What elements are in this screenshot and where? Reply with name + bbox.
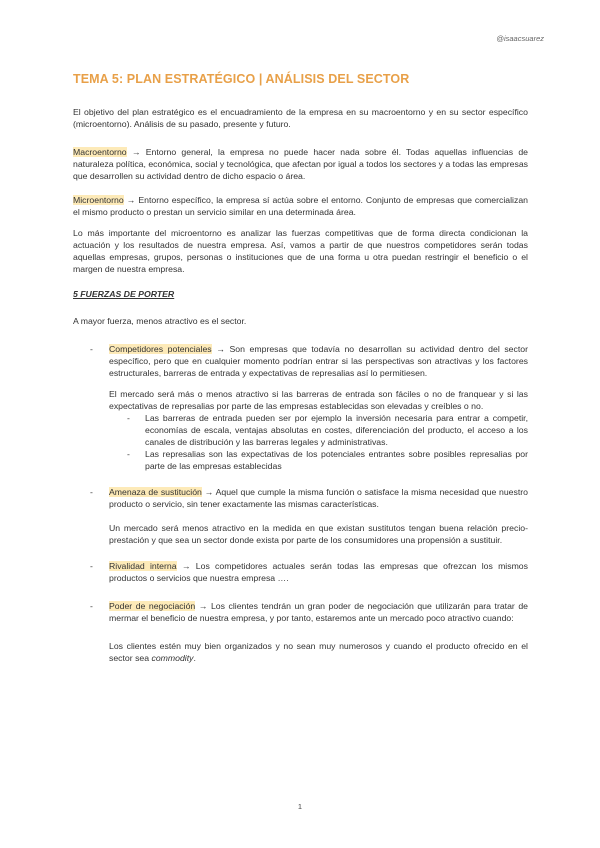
page-title: TEMA 5: PLAN ESTRATÉGICO | ANÁLISIS DEL SECTOR <box>73 72 410 86</box>
author-handle: @isaacsuarez <box>496 34 544 43</box>
force-detail: El mercado será más o menos atractivo si las barreras de entrada son fáciles o no de franquear y si las expectativas de represalias por parte de las empresas establecidas son elevadas y creíbles o no. <box>109 389 528 411</box>
list-dash: - <box>127 449 130 459</box>
macroentorno-term: Macroentorno <box>73 147 127 157</box>
force-description <box>109 343 528 379</box>
commodity-term: commodity <box>151 653 194 663</box>
force-detail: Un mercado será menos atractivo en la medida en que existan sustitutos tengan buena relación precio-prestación y que sea un sector donde exista por parte de los consumidores una propensión a sustituir. <box>109 523 528 545</box>
intro-paragraph: El objetivo del plan estratégico es el encuadramiento de la empresa en su macroentorno y en su sector específico (microentorno). Análisis de su pasado, presente y futuro. <box>73 107 528 129</box>
attraction-paragraph: A mayor fuerza, menos atractivo es el sector. <box>73 316 247 326</box>
force-description <box>109 600 528 624</box>
force-text: → Son empresas que todavía no desarrollan su actividad dentro del sector específico, pero que en cualquier momento podrían entrar si las perspectivas son atractivas y los factores estructurales, barreras de entrada y expectativas de represalias así lo permitiesen. <box>109 344 528 378</box>
document-body <box>73 72 528 664</box>
force-text: → Los clientes tendrán un gran poder de negociación que utilizarán para tratar de mermar el beneficio de nuestra empresa, y por tanto, estaremos ante un mercado poco atractivo cuando: <box>109 601 528 623</box>
list-dash: - <box>90 601 93 611</box>
list-dash: - <box>127 413 130 423</box>
sub-item-represalias <box>109 448 528 472</box>
force-term: Competidores potenciales <box>109 344 212 354</box>
list-dash: - <box>90 561 93 571</box>
sub-item-barreras <box>109 412 528 448</box>
detail-text: Los clientes estén muy bien organizados y no sean muy numerosos y cuando el producto ofrecido en el sector sea <box>109 641 528 663</box>
force-item-negociacion <box>73 600 528 664</box>
force-term: Poder de negociación <box>109 601 196 611</box>
microentorno-paragraph <box>73 194 528 218</box>
macroentorno-text: → Entorno general, la empresa no puede hacer nada sobre él. Todas aquellas influencias de naturaleza política, económica, social y tecnológica, que afectan por igual a todos los sectores y a todas las empresas que desarrollen su actividad dentro de dicho espacio o área. <box>73 147 528 181</box>
microentorno-term: Microentorno <box>73 195 124 205</box>
list-dash: - <box>90 487 93 497</box>
section-heading: 5 FUERZAS DE PORTER <box>73 289 175 299</box>
page-number: 1 <box>297 802 303 811</box>
force-detail <box>109 640 528 664</box>
force-description <box>109 560 528 584</box>
microentorno-text: → Entorno específico, la empresa sí actúa sobre el entorno. Conjunto de empresas que comercializan el mismo producto o prestan un servicio similar en una determinada área. <box>73 195 528 217</box>
important-paragraph: Lo más importante del microentorno es analizar las fuerzas competitivas que de forma directa condicionan la actuación y los resultados de nuestra empresa. Así, vamos a partir de que nuestros competidores serán todas aquellas empresas, grupos, personas o instituciones que de una forma u otra puedan restringir el beneficio o el margen de nuestra empresa. <box>73 228 528 274</box>
force-text: → Los competidores actuales serán todas las empresas que ofrezcan los mismos productos o servicios que nuestra empresa …. <box>109 561 528 583</box>
force-term: Rivalidad interna <box>109 561 177 571</box>
force-item-rivalidad <box>73 560 528 584</box>
force-item-competidores <box>73 343 528 472</box>
force-item-sustitucion <box>73 486 528 546</box>
force-text: → Aquel que cumple la misma función o satisface la misma necesidad que nuestro producto o servicio, sin tener exactamente las mismas características. <box>109 487 528 509</box>
sub-item-text: Las represalias son las expectativas de los potenciales entrantes sobre posibles represalias por parte de las empresas establecidas <box>145 449 528 471</box>
force-description <box>109 486 528 510</box>
force-term: Amenaza de sustitución <box>109 487 202 497</box>
list-dash: - <box>90 344 93 354</box>
sub-item-text: Las barreras de entrada pueden ser por ejemplo la inversión necesaria para entrar a competir, economías de escala, ventajas absolutas en costes, diferenciación del producto, el acceso a los canales de distribución y las barreras legales y administrativas. <box>145 413 528 447</box>
detail-end: . <box>193 653 196 663</box>
macroentorno-paragraph <box>73 146 528 182</box>
